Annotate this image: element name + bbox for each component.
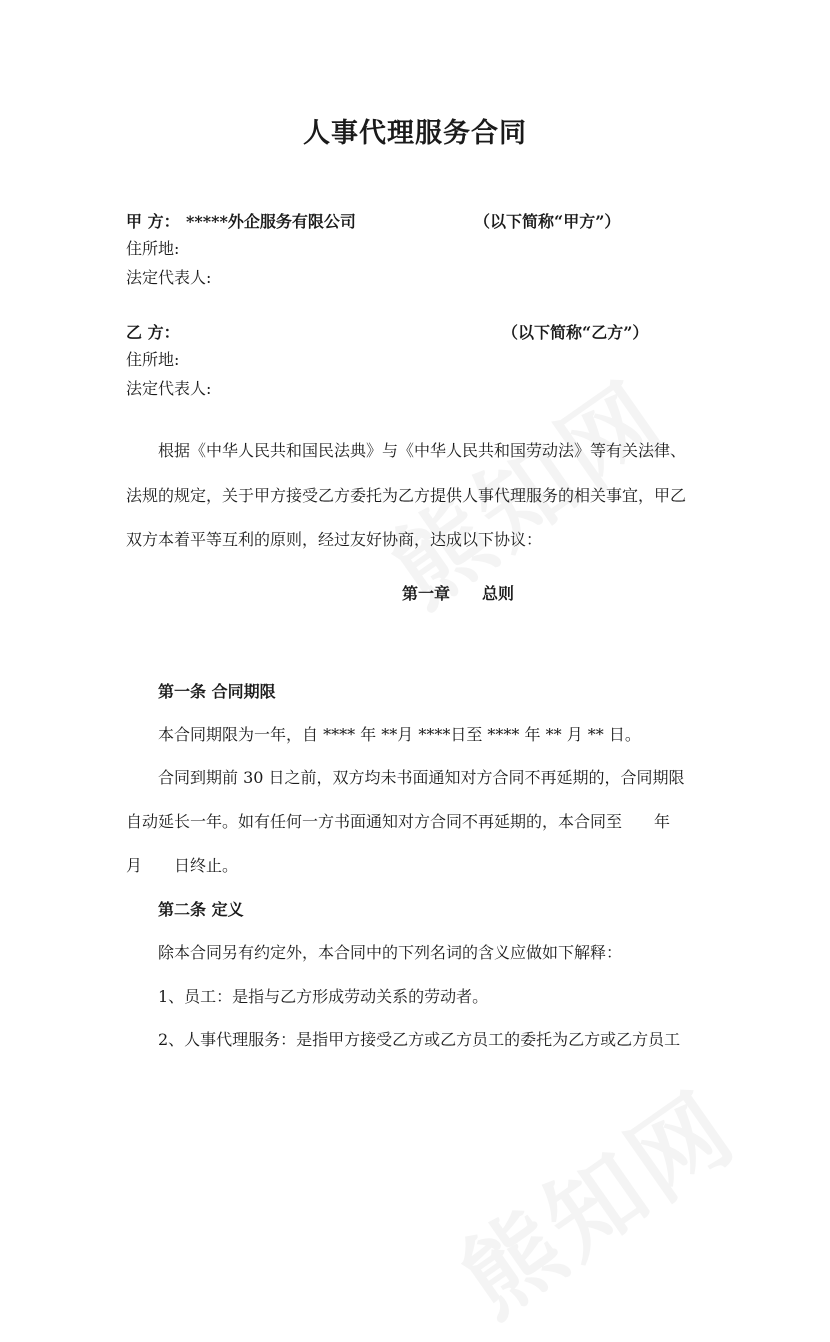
preamble-line: 根据《中华人民共和国民法典》与《中华人民共和国劳动法》等有关法律、 [158, 441, 687, 460]
preamble-line: 法规的规定，关于甲方接受乙方委托为乙方提供人事代理服务的相关事宜，甲乙 [126, 486, 687, 505]
party-b-address: 住所地: [126, 350, 180, 369]
party-a-address: 住所地: [126, 239, 180, 258]
party-a-representative: 法定代表人: [126, 268, 212, 287]
party-a-label: 甲 方： [126, 212, 180, 231]
article-1-line: 自动延长一年。如有任何一方书面通知对方合同不再延期的，本合同至 年 [126, 812, 671, 831]
party-a-name: *****外企服务有限公司 [186, 212, 356, 231]
chapter-heading: 第一章 总则 [402, 584, 515, 603]
preamble-line: 双方本着平等互利的原则，经过友好协商，达成以下协议： [126, 530, 543, 549]
party-b-representative: 法定代表人: [126, 379, 212, 398]
article-2-title: 第二条 定义 [158, 900, 244, 919]
article-1-line: 合同到期前 30 日之前，双方均未书面通知对方合同不再延期的，合同期限 [158, 768, 685, 787]
article-1-title: 第一条 合同期限 [158, 682, 276, 701]
article-2-line: 1、员工：是指与乙方形成劳动关系的劳动者。 [158, 987, 489, 1006]
party-b-label: 乙 方： [126, 323, 180, 342]
article-1-line: 本合同期限为一年，自 **** 年 **月 ****日至 **** 年 ** 月 ** 日。 [158, 725, 641, 744]
article-1-line: 月 日终止。 [126, 856, 239, 875]
document-title: 人事代理服务合同 [303, 118, 527, 149]
party-b-short-name: （以下简称“乙方”） [502, 323, 649, 342]
watermark [430, 1054, 759, 1342]
article-2-line: 2、人事代理服务：是指甲方接受乙方或乙方员工的委托为乙方或乙方员工 [158, 1030, 681, 1049]
party-a-short-name: （以下简称“甲方”） [474, 212, 621, 231]
article-2-line: 除本合同另有约定外，本合同中的下列名词的含义应做如下解释： [158, 943, 623, 962]
